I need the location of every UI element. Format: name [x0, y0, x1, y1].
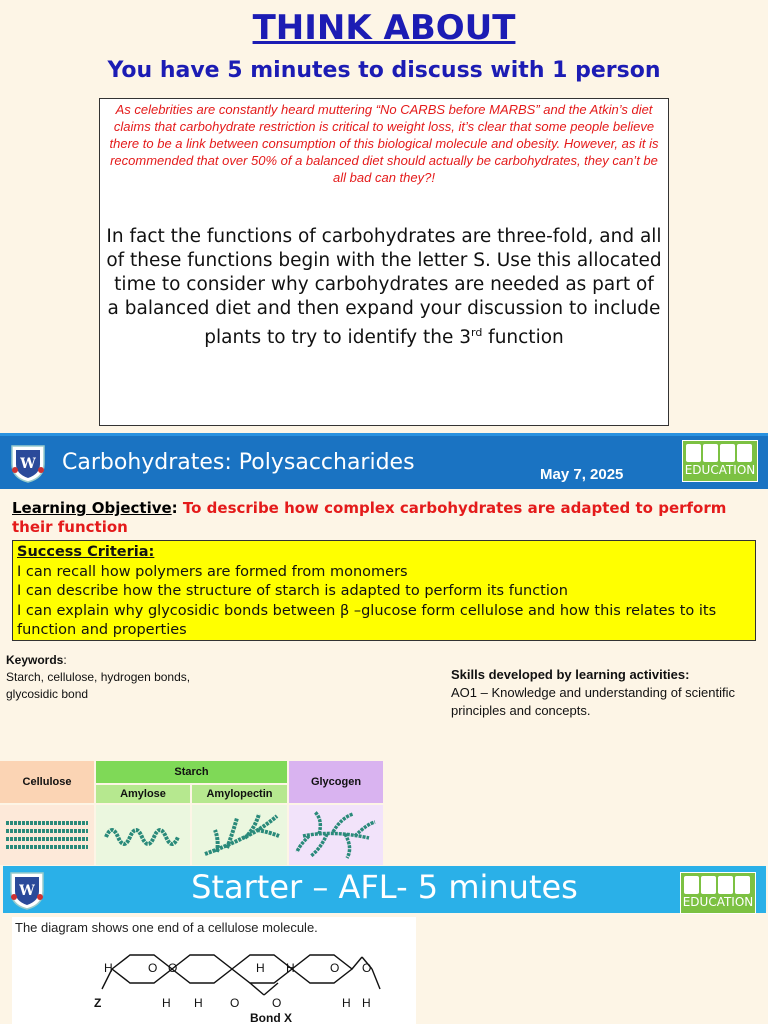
- task-paragraph: [106, 225, 662, 350]
- amylose-helix-icon: [100, 815, 186, 855]
- task-text-part1: In fact the functions of carbohydrates are three-fold, and all of these functions begin with the letter S. Use this allocated time to consider why carbohydrates are needed as part of a balanced diet and then expand your discussion to include plants to try to identify the 3: [106, 226, 662, 349]
- polysaccharide-table: [0, 761, 383, 865]
- lesson-date: May 7, 2025: [540, 466, 624, 483]
- svg-text:W: W: [19, 883, 35, 899]
- logo-icons: [684, 876, 750, 894]
- atom-label: O: [148, 961, 158, 975]
- starter-banner: [3, 866, 766, 913]
- keywords-colon: :: [63, 653, 67, 667]
- keywords-line: glycosidic bond: [6, 687, 89, 701]
- amylopectin-branched-icon: [197, 810, 283, 860]
- amylose-structure: [96, 805, 190, 865]
- starter-title: Starter – AFL- 5 minutes: [191, 868, 578, 906]
- glycogen-structure: [289, 805, 383, 865]
- learning-objective-separator: :: [171, 499, 183, 517]
- education-logo: [682, 440, 758, 482]
- amylose-header: Amylose: [96, 785, 190, 803]
- atom-label: H: [362, 996, 371, 1010]
- slide-banner: [0, 433, 768, 489]
- cellulose-structure-diagram: [12, 917, 416, 1024]
- atom-label: H: [256, 961, 265, 975]
- success-criterion: I can recall how polymers are formed from monomers: [17, 563, 408, 580]
- task-text-part2: function: [482, 327, 564, 349]
- glycogen-branched-icon: [293, 808, 379, 862]
- atom-label: H: [104, 961, 113, 975]
- glycogen-header: Glycogen: [289, 761, 383, 803]
- logo-text: EDUCATION: [684, 463, 756, 477]
- think-about-title: THINK ABOUT: [252, 8, 516, 48]
- atom-label: O: [168, 961, 178, 975]
- atom-label: O: [330, 961, 340, 975]
- amylopectin-header: Amylopectin: [192, 785, 287, 803]
- think-about-subtitle: You have 5 minutes to discuss with 1 person: [107, 58, 661, 83]
- task-text-superscript: rd: [470, 326, 483, 339]
- success-criterion: I can explain why glycosidic bonds between β –glucose form cellulose and how this relates to its function and properties: [17, 602, 717, 638]
- success-criterion: I can describe how the structure of starch is adapted to perform its function: [17, 583, 568, 599]
- keywords-label: Keywords: [6, 653, 64, 667]
- learning-objective: [12, 499, 752, 537]
- skills-block: [451, 666, 766, 720]
- skills-line: AO1 – Knowledge and understanding of scientific: [451, 685, 736, 700]
- atom-label: O: [362, 961, 372, 975]
- cellulose-structure: [0, 805, 94, 865]
- think-about-text-box: [99, 98, 669, 426]
- atom-label: H: [162, 996, 171, 1010]
- atom-label: H: [342, 996, 351, 1010]
- learning-objective-label: Learning Objective: [12, 499, 172, 517]
- bond-label: Bond X: [250, 1011, 292, 1024]
- cellulose-diagram: [12, 917, 416, 1024]
- logo-icons: [686, 444, 752, 462]
- keywords-line: Starch, cellulose, hydrogen bonds,: [6, 670, 191, 684]
- learning-objective-text: To describe how complex carbohydrates are adapted to perform their function: [12, 499, 727, 536]
- skills-line: principles and concepts.: [451, 703, 591, 718]
- svg-text:W: W: [20, 456, 36, 472]
- amylopectin-structure: [192, 805, 287, 865]
- school-crest-icon: [6, 440, 50, 484]
- cellulose-chains-icon: [4, 815, 90, 855]
- diagram-caption: The diagram shows one end of a cellulose molecule.: [15, 920, 318, 935]
- intro-paragraph: As celebrities are constantly heard muttering “No CARBS before MARBS” and the Atkin’s diet claims that carbohydrate restriction is critical to weight loss, it’s clear that some people believe there to be a link between consumption of this biological molecule and obesity. However, as it is recommended that over 50% of a balanced diet should actually be carbohydrates, they can’t be all bad can they?!: [109, 102, 659, 185]
- atom-label: H: [286, 961, 295, 975]
- lesson-title: Carbohydrates: Polysaccharides: [62, 450, 415, 475]
- starch-header: Starch: [96, 761, 287, 783]
- logo-text: EDUCATION: [682, 895, 754, 909]
- success-criteria-title: Success Criteria:: [17, 544, 155, 560]
- atom-label: H: [194, 996, 203, 1010]
- atom-label: O: [230, 996, 240, 1010]
- cellulose-header: Cellulose: [0, 761, 94, 803]
- atom-label: Z: [94, 996, 102, 1010]
- skills-title: Skills developed by learning activities:: [451, 667, 690, 682]
- atom-label: O: [272, 996, 282, 1010]
- keywords-block: [6, 652, 236, 703]
- education-logo: [680, 872, 756, 914]
- success-criteria-box: [12, 540, 756, 641]
